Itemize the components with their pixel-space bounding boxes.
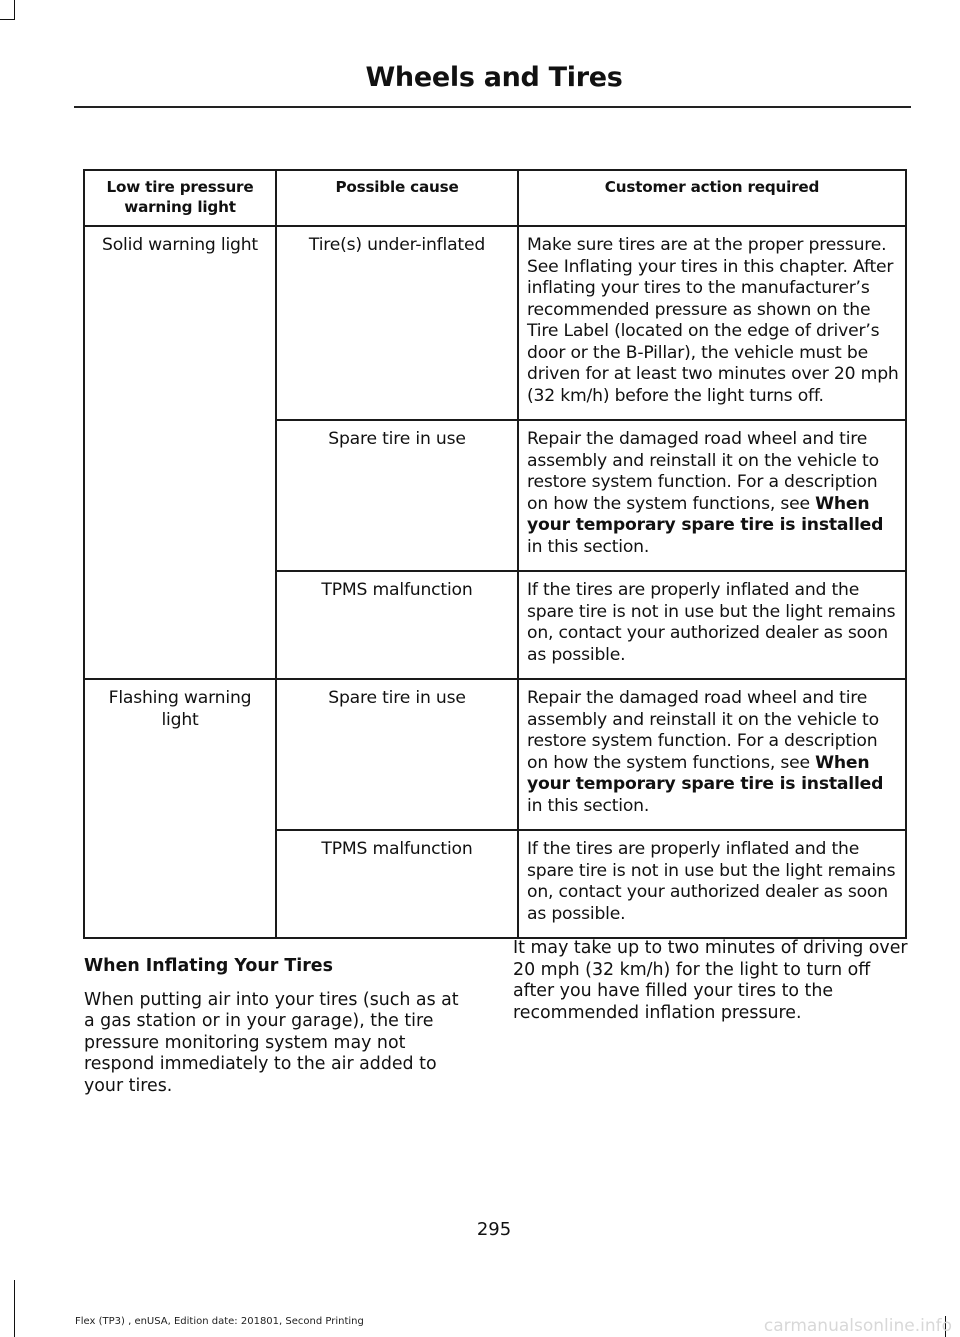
cause-cell: TPMS malfunction (276, 571, 518, 679)
table-row (84, 679, 906, 830)
watermark: carmanualsonline.info (763, 1316, 952, 1336)
body-paragraph: When putting air into your tires (such as at a gas station or in your garage), the tire pressure monitoring system may not respond immediately to the air added to your tires. (84, 989, 459, 1096)
condition-cell: Solid warning light (84, 226, 276, 679)
action-cell: If the tires are properly inflated and the spare tire is not in use but the light remains on, contact your authorized dealer as soon as possible. (518, 571, 906, 679)
header-customer-action: Customer action required (518, 170, 906, 226)
crop-mark (14, 1280, 15, 1337)
action-cell: Make sure tires are at the proper pressure. See Inflating your tires in this chapter. After inflating your tires to the manufacturer’s recommended pressure as shown on the Tire Label (located on the edge of driver’s door or the B-Pillar), the vehicle must be driven for at least two minutes over 20 mph (32 km/h) before the light turns off. (518, 226, 906, 420)
cross-reference: When your temporary spare tire is installed (527, 752, 884, 794)
section-heading: When Inflating Your Tires (84, 956, 333, 976)
title-rule (74, 106, 911, 108)
action-cell: If the tires are properly inflated and the spare tire is not in use but the light remains on, contact your authorized dealer as soon as possible. (518, 830, 906, 938)
action-text: in this section. (527, 795, 650, 816)
action-cell (518, 420, 906, 571)
condition-cell: Flashing warning light (84, 679, 276, 938)
cause-cell: Spare tire in use (276, 679, 518, 830)
header-warning-light: Low tire pressure warning light (84, 170, 276, 226)
cause-cell: Tire(s) under-inflated (276, 226, 518, 420)
page-title: Wheels and Tires (365, 62, 623, 93)
page-number: 295 (476, 1219, 512, 1240)
edition-footer: Flex (TP3) , enUSA, Edition date: 201801, Second Printing (75, 1316, 364, 1327)
action-cell (518, 679, 906, 830)
table-row (84, 226, 906, 420)
action-text: Repair the damaged road wheel and tire assembly and reinstall it on the vehicle to restore system function. For a description on how the system functions, see (527, 688, 879, 773)
left-column (84, 956, 474, 1098)
cause-cell: Spare tire in use (276, 420, 518, 571)
body-paragraph: It may take up to two minutes of driving over 20 mph (32 km/h) for the light to turn off after you have filled your tires to the recommended inflation pressure. (513, 938, 908, 1023)
header-possible-cause: Possible cause (276, 170, 518, 226)
table-header-row (84, 170, 906, 226)
tpms-warning-table (83, 169, 907, 939)
cross-reference: When your temporary spare tire is installed (527, 493, 884, 535)
action-text: Repair the damaged road wheel and tire assembly and reinstall it on the vehicle to restore system function. For a description on how the system functions, see (527, 429, 879, 514)
crop-mark (14, 0, 15, 20)
cause-cell: TPMS malfunction (276, 830, 518, 938)
right-column (513, 938, 909, 1024)
crop-mark (0, 19, 15, 20)
action-text: in this section. (527, 536, 650, 557)
